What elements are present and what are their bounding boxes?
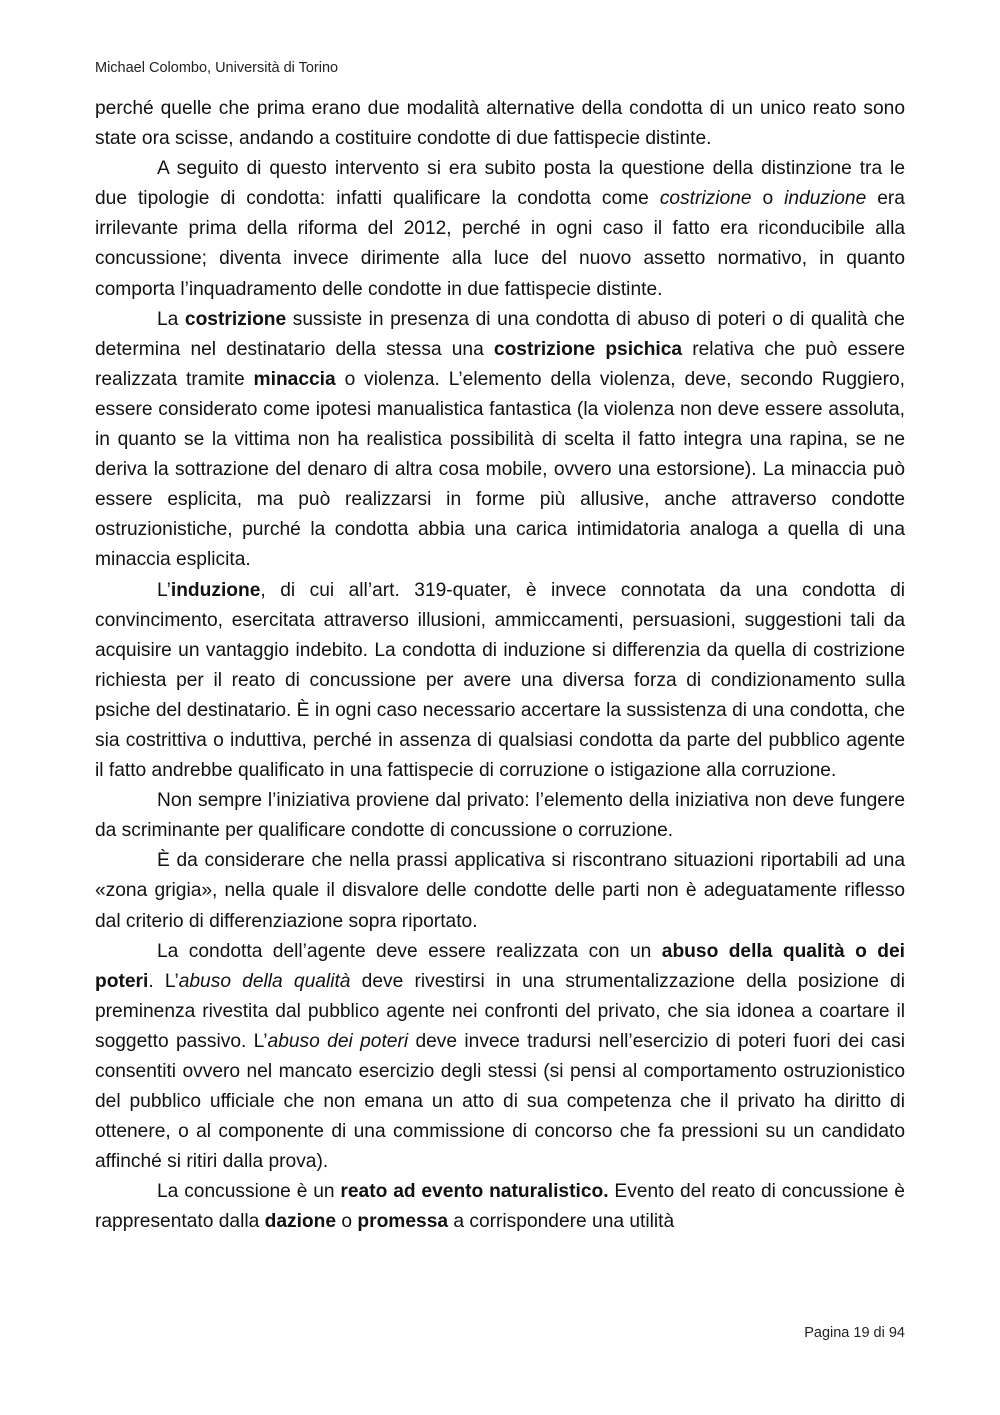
- body-paragraph: [95, 786, 905, 846]
- text-run: . L’: [148, 970, 179, 992]
- text-run: Non sempre l’iniziativa proviene dal privato: l’elemento della iniziativa non deve fungere da scriminante per qualificare condotte di concussione o corruzione.: [95, 790, 905, 842]
- bold-term: promessa: [357, 1211, 449, 1233]
- text-run: La concussione è un: [157, 1181, 341, 1203]
- bold-term: abuso della qualità o dei poteri: [95, 940, 905, 992]
- text-run: o violenza. L’elemento della violenza, deve, secondo Ruggiero, essere considerato come ipotesi manualistica fantastica (la violenza non deve essere assoluta, in quanto se la vittima non ha realistica possibilità di scelta il fatto integra una rapina, se ne deriva la sottrazione del denaro di altra cosa mobile, ovvero una estorsione). La minaccia può essere esplicita, ma può realizzarsi in forme più allusive, anche attraverso condotte ostruzionistiche, purché la condotta abbia una carica intimidatoria analoga a quella di una minaccia esplicita.: [95, 368, 905, 571]
- text-run: È da considerare che nella prassi applicativa si riscontrano situazioni riportabili ad una «zona grigia», nella quale il disvalore delle condotte delle parti non è adeguatamente riflesso dal criterio di differenziazione sopra riportato.: [95, 850, 905, 932]
- italic-term: costrizione: [659, 188, 752, 210]
- text-run: Evento del reato di concussione è rappresentato dalla: [95, 1181, 905, 1233]
- text-run: La condotta dell’agente deve essere realizzata con un: [157, 940, 662, 962]
- body-paragraph: [95, 94, 905, 154]
- text-run: o: [751, 188, 785, 210]
- page-number: Pagina 19 di 94: [804, 1325, 905, 1341]
- body-paragraph: [95, 154, 905, 304]
- body-paragraph: [95, 846, 905, 936]
- body-paragraph: [95, 576, 905, 787]
- bold-term: minaccia: [253, 368, 336, 390]
- text-run: deve invece tradursi nell’esercizio di poteri fuori dei casi consentiti ovvero nel mancato esercizio degli stessi (si pensi al comportamento ostruzionistico del pubblico ufficiale che non emana un atto di sua competenza che il privato ha diritto di ottenere, o al componente di una commissione di concorso che fa pressioni su un candidato affinché si ritiri dalla prova).: [95, 1030, 905, 1173]
- body-paragraph: [95, 1177, 905, 1237]
- text-run: era irrilevante prima della riforma del 2012, perché in ogni caso il fatto era riconducibile alla concussione; diventa invece dirimente alla luce del nuovo assetto normativo, in quanto comporta l’inquadramento delle condotte in due fattispecie distinte.: [95, 188, 905, 300]
- text-run: sussiste in presenza di una condotta di abuso di poteri o di qualità che determina nel destinatario della stessa una: [95, 308, 905, 360]
- bold-term: costrizione: [184, 308, 287, 330]
- italic-term: induzione: [784, 188, 867, 210]
- bold-term: costrizione psichica: [493, 338, 683, 360]
- italic-term: abuso dei poteri: [267, 1030, 409, 1052]
- text-run: a corrispondere una utilità: [448, 1211, 675, 1233]
- body-paragraph: [95, 305, 905, 576]
- bold-term: dazione: [264, 1211, 337, 1233]
- text-run: A seguito di questo intervento si era subito posta la questione della distinzione tra le due tipologie di condotta: infatti qualificare la condotta come: [95, 158, 905, 210]
- body-paragraph: [95, 937, 905, 1178]
- bold-term: induzione: [170, 579, 261, 601]
- text-run: perché quelle che prima erano due modalità alternative della condotta di un unico reato sono state ora scisse, andando a costituire condotte di due fattispecie distinte.: [95, 98, 905, 150]
- text-run: relativa che può essere realizzata tramite: [95, 338, 906, 390]
- bold-term: reato ad evento naturalistico.: [340, 1181, 609, 1203]
- running-header: Michael Colombo, Università di Torino: [95, 60, 339, 76]
- text-run: L’: [157, 579, 171, 601]
- text-run: deve rivestirsi in una strumentalizzazione della posizione di preminenza rivestita dal pubblico agente nei confronti del privato, che sia idonea a coartare il soggetto passivo. L’: [95, 970, 905, 1052]
- italic-term: abuso della qualità: [178, 970, 351, 992]
- document-body: [95, 94, 905, 1238]
- text-run: o: [336, 1211, 358, 1233]
- text-run: La: [157, 308, 185, 330]
- text-run: , di cui all’art. 319-quater, è invece connotata da una condotta di convincimento, esercitata attraverso illusioni, ammiccamenti, persuasioni, suggestioni tali da acquisire un vantaggio indebito. La condotta di induzione si differenzia da quella di costrizione richiesta per il reato di concussione per avere una diversa forza di condizionamento sulla psiche del destinatario. È in ogni caso necessario accertare la sussistenza di una condotta, che sia costrittiva o induttiva, perché in assenza di qualsiasi condotta da parte del pubblico agente il fatto andrebbe qualificato in una fattispecie di corruzione o istigazione alla corruzione.: [95, 579, 905, 782]
